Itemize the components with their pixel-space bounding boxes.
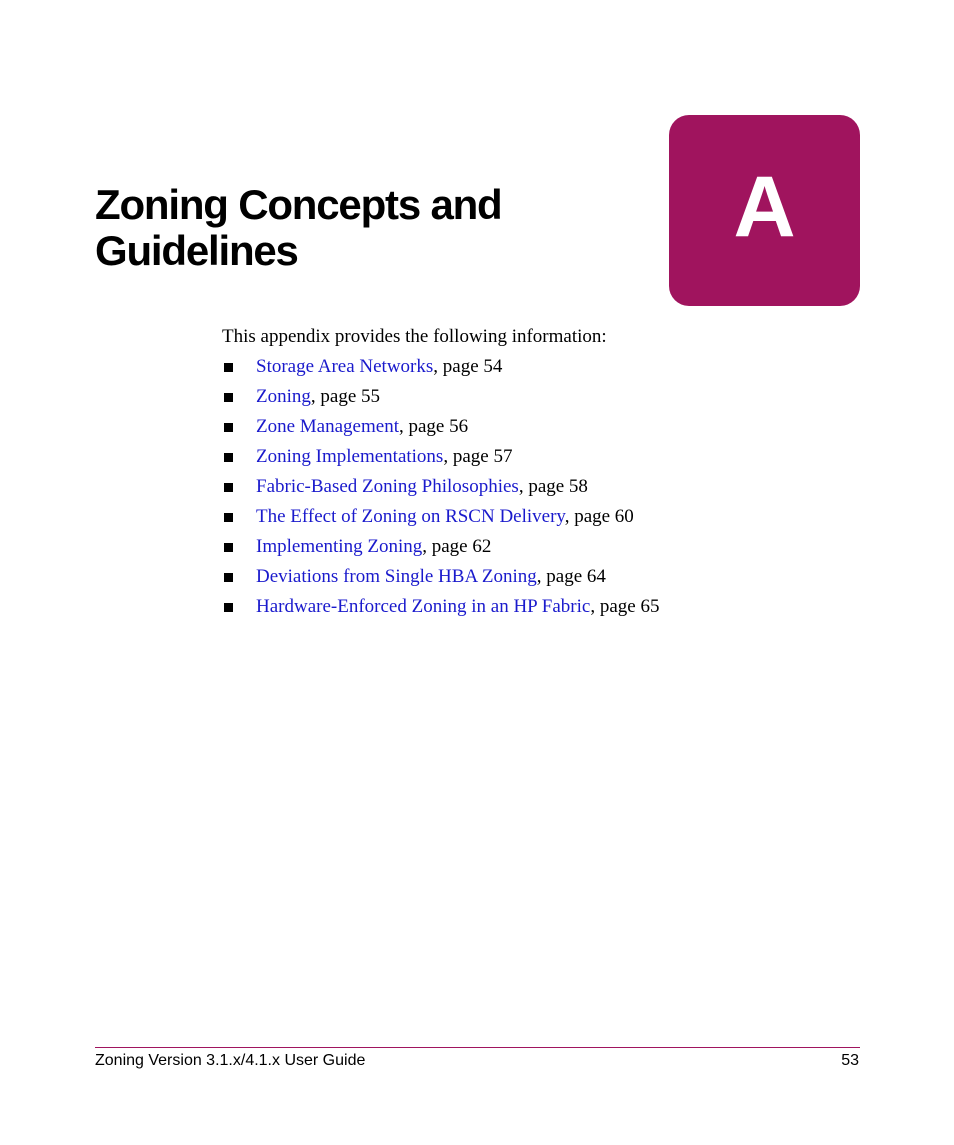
toc-link-effect-of-zoning-on-rscn[interactable]: The Effect of Zoning on RSCN Delivery [256, 506, 565, 527]
toc-page-ref: , page 60 [564, 506, 634, 527]
toc-item [222, 505, 659, 535]
footer-page-number: 53 [841, 1052, 859, 1069]
toc-item [222, 475, 659, 505]
toc-page-ref: , page 57 [443, 446, 513, 467]
footer-document-title: Zoning Version 3.1.x/4.1.x User Guide [95, 1052, 366, 1069]
square-bullet-icon [224, 393, 233, 402]
square-bullet-icon [224, 573, 233, 582]
page-title-line-1: Zoning Concepts and [95, 181, 502, 228]
toc-item [222, 355, 659, 385]
toc-page-ref: , page 54 [433, 356, 503, 377]
toc-page-ref: , page 62 [422, 536, 492, 557]
toc-link-fabric-based-zoning-philosophies[interactable]: Fabric-Based Zoning Philosophies [256, 476, 519, 497]
toc-item [222, 415, 659, 445]
toc-link-storage-area-networks[interactable]: Storage Area Networks [256, 356, 434, 377]
toc-page-ref: , page 56 [398, 416, 469, 437]
toc-item [222, 535, 659, 565]
toc-page-ref: , page 64 [536, 566, 606, 587]
chapter-letter: A [733, 158, 796, 255]
toc-page-ref: , page 58 [518, 476, 588, 497]
toc-item [222, 385, 659, 415]
toc-page-ref: , page 65 [590, 596, 660, 617]
square-bullet-icon [224, 603, 233, 612]
square-bullet-icon [224, 513, 233, 522]
square-bullet-icon [224, 483, 233, 492]
toc-link-zoning-implementations[interactable]: Zoning Implementations [256, 446, 444, 467]
toc-link-zoning[interactable]: Zoning [256, 386, 311, 407]
footer-divider [95, 1047, 860, 1048]
toc-list [222, 355, 659, 625]
page-title [95, 182, 502, 274]
toc-link-zone-management[interactable]: Zone Management [256, 416, 399, 437]
square-bullet-icon [224, 543, 233, 552]
square-bullet-icon [224, 453, 233, 462]
toc-item [222, 565, 659, 595]
square-bullet-icon [224, 363, 233, 372]
chapter-tab [669, 115, 860, 306]
square-bullet-icon [224, 423, 233, 432]
toc-page-ref: , page 55 [310, 386, 381, 407]
toc-link-implementing-zoning[interactable]: Implementing Zoning [256, 536, 423, 557]
toc-link-hardware-enforced-zoning[interactable]: Hardware-Enforced Zoning in an HP Fabric [256, 596, 591, 617]
toc-item [222, 595, 659, 625]
toc-item [222, 445, 659, 475]
toc-link-deviations-from-single-hba[interactable]: Deviations from Single HBA Zoning [256, 566, 537, 587]
page-title-line-2: Guidelines [95, 227, 298, 274]
intro-text: This appendix provides the following information: [222, 326, 607, 347]
